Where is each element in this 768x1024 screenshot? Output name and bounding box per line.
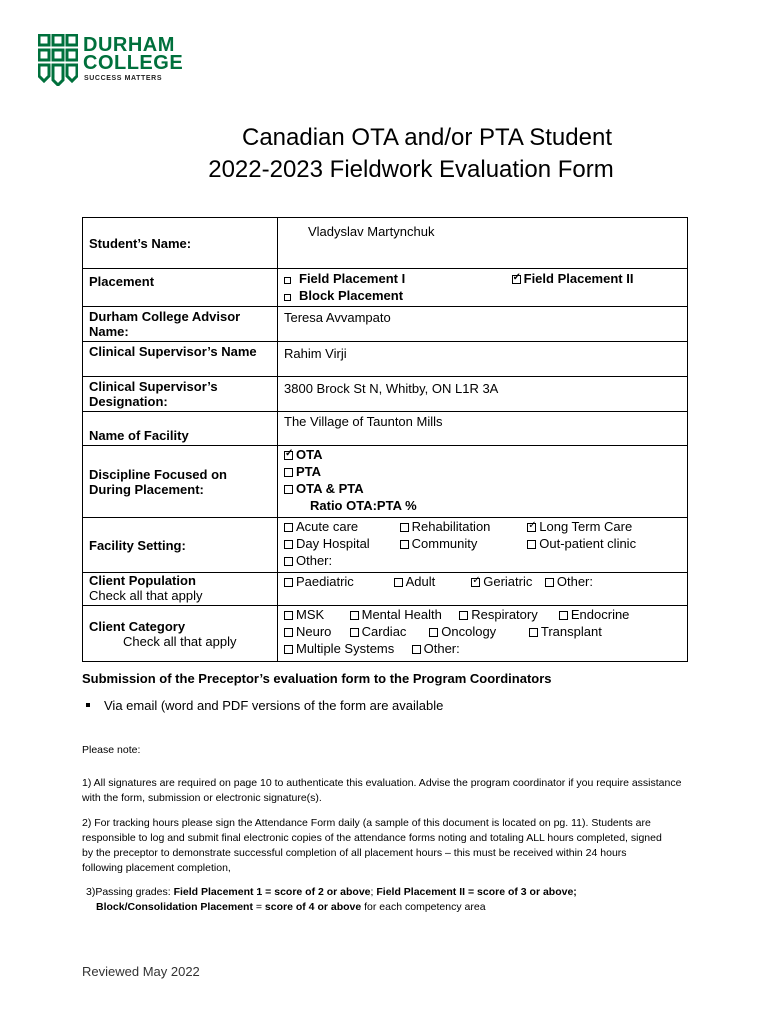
bullet-icon bbox=[86, 703, 90, 707]
client-category-label-cell bbox=[83, 606, 278, 662]
note-1: 1) All signatures are required on page 10 to authenticate this evaluation. Advise the program coordinator if you require assistance with the form, submission or electronic signature(s). bbox=[82, 777, 682, 804]
checkbox-respiratory[interactable]: Respiratory bbox=[459, 606, 555, 623]
submission-heading: Submission of the Preceptor’s evaluation form to the Program Coordinators bbox=[82, 671, 552, 686]
checkbox-icon bbox=[400, 523, 409, 532]
checkbox-icon bbox=[284, 523, 293, 532]
row-facility bbox=[83, 412, 688, 446]
row-facility-setting bbox=[83, 518, 688, 573]
row-placement bbox=[83, 269, 688, 307]
checkbox-setting-other[interactable]: Other: bbox=[284, 552, 332, 569]
facility-setting-options bbox=[278, 518, 688, 573]
checkbox-icon bbox=[284, 468, 293, 477]
checkbox-community[interactable]: Community bbox=[400, 535, 524, 552]
supervisor-name-label: Clinical Supervisor’s Name bbox=[83, 342, 278, 377]
discipline-label: Discipline Focused on During Placement: bbox=[83, 446, 278, 518]
note-2: 2) For tracking hours please sign the Attendance Form daily (a sample of this document is located on pg. 11). Students are responsible to log and submit final electronic copies of the attendance forms noting and totaling ALL hours completed, signed by the preceptor to demonstrate successful completion of all placement hours – this must be received within 24 hours following placement completion, bbox=[82, 817, 662, 874]
durham-college-logo bbox=[38, 34, 184, 88]
client-category-label: Client Category bbox=[89, 618, 186, 634]
logo-text-college: COLLEGE bbox=[83, 52, 184, 74]
checkbox-icon bbox=[559, 611, 568, 620]
checkbox-acute-care[interactable]: Acute care bbox=[284, 518, 396, 535]
checkbox-population-other[interactable]: Other: bbox=[545, 573, 593, 590]
advisor-label: Durham College Advisor Name: bbox=[83, 307, 278, 342]
checkbox-checked-icon bbox=[512, 275, 521, 284]
logo-mark-icon bbox=[38, 34, 78, 86]
checkbox-multiple-systems[interactable]: Multiple Systems bbox=[284, 640, 408, 657]
checkbox-icon bbox=[284, 277, 291, 284]
logo-tagline: SUCCESS MATTERS bbox=[84, 75, 163, 82]
checkbox-icon bbox=[284, 645, 293, 654]
checkbox-oncology[interactable]: Oncology bbox=[429, 623, 525, 640]
checkbox-long-term-care[interactable]: ✓ Long Term Care bbox=[527, 518, 632, 535]
client-population-options bbox=[278, 573, 688, 606]
row-supervisor-designation bbox=[83, 377, 688, 412]
row-discipline bbox=[83, 446, 688, 518]
note-3: 3)Passing grades: Field Placement 1 = score of 2 or above; Field Placement II = score of 3 or above; Block/Consolidation Placement = score of 4 or above for each competency area bbox=[86, 886, 577, 913]
submission-bullet bbox=[86, 698, 443, 713]
checkbox-cardiac[interactable]: Cardiac bbox=[350, 623, 426, 640]
checkbox-geriatric[interactable]: ✓ Geriatric bbox=[471, 573, 541, 590]
facility-label: Name of Facility bbox=[83, 412, 278, 446]
checkbox-icon bbox=[284, 628, 293, 637]
checkbox-checked-icon bbox=[471, 578, 480, 587]
checkbox-neuro[interactable]: Neuro bbox=[284, 623, 346, 640]
checkbox-icon bbox=[527, 540, 536, 549]
client-category-hint: Check all that apply bbox=[123, 633, 237, 649]
student-name-value[interactable]: Vladyslav Martynchuk bbox=[278, 218, 688, 269]
checkbox-icon bbox=[284, 540, 293, 549]
discipline-options bbox=[278, 446, 688, 518]
placement-options bbox=[278, 269, 688, 307]
client-category-options bbox=[278, 606, 688, 662]
checkbox-icon bbox=[350, 611, 359, 620]
checkbox-paediatric[interactable]: Paediatric bbox=[284, 573, 390, 590]
checkbox-icon bbox=[284, 557, 293, 566]
client-population-label: Client Population bbox=[89, 573, 196, 588]
checkbox-transplant[interactable]: Transplant bbox=[529, 623, 602, 640]
checkbox-icon bbox=[459, 611, 468, 620]
checkbox-icon bbox=[429, 628, 438, 637]
checkbox-ota-pta[interactable]: OTA & PTA bbox=[284, 480, 681, 497]
facility-value[interactable]: The Village of Taunton Mills bbox=[278, 412, 688, 446]
row-client-category bbox=[83, 606, 688, 662]
checkbox-adult[interactable]: Adult bbox=[394, 573, 468, 590]
checkbox-ota[interactable]: ✓OTA bbox=[284, 446, 681, 463]
checkbox-checked-icon bbox=[527, 523, 536, 532]
checkbox-mental-health[interactable]: Mental Health bbox=[350, 606, 456, 623]
checkbox-icon bbox=[284, 611, 293, 620]
checkbox-icon bbox=[284, 294, 291, 301]
checkbox-day-hospital[interactable]: Day Hospital bbox=[284, 535, 396, 552]
page-title-line2: 2022-2023 Fieldwork Evaluation Form bbox=[208, 156, 614, 183]
logo-text-durham: DURHAM bbox=[83, 34, 175, 56]
client-population-hint: Check all that apply bbox=[89, 588, 203, 603]
checkbox-endocrine[interactable]: Endocrine bbox=[559, 606, 630, 623]
checkbox-icon bbox=[529, 628, 538, 637]
checkbox-icon bbox=[545, 578, 554, 587]
checkbox-out-patient-clinic[interactable]: Out-patient clinic bbox=[527, 535, 636, 552]
footer-reviewed: Reviewed May 2022 bbox=[82, 964, 200, 979]
checkbox-rehabilitation[interactable]: Rehabilitation bbox=[400, 518, 524, 535]
supervisor-name-value[interactable]: Rahim Virji bbox=[278, 342, 688, 377]
submission-bullet-text: Via email (word and PDF versions of the form are available bbox=[104, 698, 444, 713]
please-note: Please note: bbox=[82, 744, 141, 756]
checkbox-field-placement-2[interactable]: ✓ Field Placement II bbox=[512, 270, 634, 287]
ratio-ota-pta[interactable]: Ratio OTA:PTA % bbox=[310, 498, 417, 513]
checkbox-block-placement[interactable]: Block Placement bbox=[284, 287, 403, 304]
row-advisor bbox=[83, 307, 688, 342]
checkbox-field-placement-1[interactable]: Field Placement I bbox=[284, 270, 508, 287]
page-title-line1: Canadian OTA and/or PTA Student bbox=[241, 124, 612, 151]
row-student-name bbox=[83, 218, 688, 269]
placement-label: Placement bbox=[83, 269, 278, 307]
checkbox-icon bbox=[284, 485, 293, 494]
row-supervisor-name bbox=[83, 342, 688, 377]
row-client-population bbox=[83, 573, 688, 606]
evaluation-form-table bbox=[82, 217, 688, 662]
checkbox-icon bbox=[412, 645, 421, 654]
checkbox-icon bbox=[394, 578, 403, 587]
checkbox-msk[interactable]: MSK bbox=[284, 606, 346, 623]
student-name-label: Student’s Name: bbox=[83, 218, 278, 269]
checkbox-icon bbox=[350, 628, 359, 637]
supervisor-designation-label: Clinical Supervisor’s Designation: bbox=[83, 377, 278, 412]
supervisor-designation-value[interactable]: 3800 Brock St N, Whitby, ON L1R 3A bbox=[278, 377, 688, 412]
checkbox-icon bbox=[400, 540, 409, 549]
advisor-value[interactable]: Teresa Avvampato bbox=[278, 307, 688, 342]
checkbox-icon bbox=[284, 578, 293, 587]
checkbox-category-other[interactable]: Other: bbox=[412, 640, 460, 657]
checkbox-checked-icon bbox=[284, 451, 293, 460]
client-population-label-cell bbox=[83, 573, 278, 606]
checkbox-pta[interactable]: PTA bbox=[284, 463, 681, 480]
facility-setting-label: Facility Setting: bbox=[83, 518, 278, 573]
